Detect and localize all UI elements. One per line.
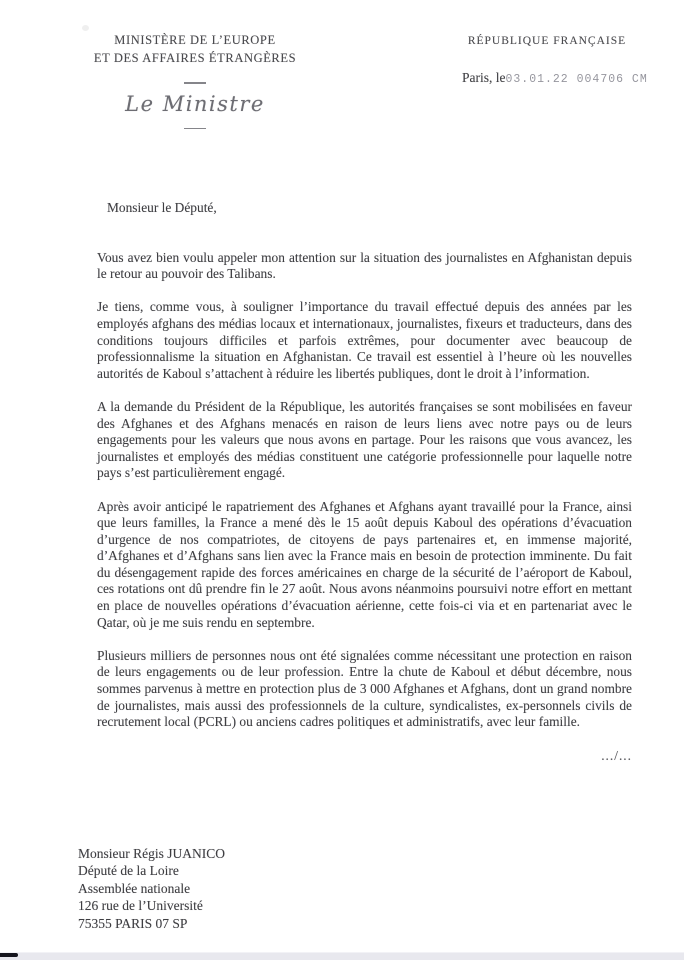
letter-body: [97, 200, 632, 764]
paragraph-4: Après avoir anticipé le rapatriement des Afghanes et Afghans ayant travaillé pour la France, ainsi que leurs familles, la France a mené dès le 15 août depuis Kaboul des opérations d’évacuation d’urgence de nos compatriotes, de citoyens de pays partenaires et, en immense majorité, d’Afghanes et d’Afghans sans lien avec la France mais en besoin de protection imminente. Du fait du désengagement rapide des forces américaines en charge de la sécurité de l’aéroport de Kaboul, ces rotations ont dû prendre fin le 27 août. Nous avons néanmoins poursuivi notre effort en mettant en place de nouvelles opérations d’évacuation aérienne, cette fois-ci via et en partenariat avec le Qatar, où je me suis rendu en septembre.: [97, 498, 632, 630]
continuation-mark: .../...: [601, 747, 632, 763]
minister-title: Le Ministre: [125, 91, 265, 116]
salutation: Monsieur le Député,: [107, 200, 217, 215]
bottom-scroll-strip[interactable]: [0, 952, 684, 960]
letterhead-republic-block: [452, 35, 642, 47]
paragraph-2: Je tiens, comme vous, à souligner l’importance du travail effectué depuis des années par les employés afghans des médias locaux et internationaux, journalistes, fixeurs et traducteurs, dans des conditions toujours difficiles et parfois extrêmes, pour documenter avec beaucoup de professionnalisme la situation en Afghanistan. Ce travail est essentiel à l’heure où les nouvelles autorités de Kaboul s’attachent à réduire les libertés publiques, dont le droit à l’information.: [97, 299, 632, 381]
paragraph-1: Vous avez bien voulu appeler mon attention sur la situation des journalistes en Afghanistan depuis le retour au pouvoir des Talibans.: [97, 249, 632, 282]
recipient-street: 126 rue de l’Université: [78, 898, 203, 914]
paragraph-3: A la demande du Président de la République, les autorités françaises se sont mobilisées en faveur des Afghanes et des Afghans menacés en raison de leurs liens avec notre pays ou de leurs engagements pour les valeurs que nous avons en partage. Pour les raisons que vous avancez, les journalistes et employés des médias constituent une catégorie professionnelle pour laquelle notre pays s’est particulièrement engagé.: [97, 398, 632, 481]
date-place-label: Paris, le: [462, 70, 506, 85]
ministry-name-line2: ET DES AFFAIRES ÉTRANGÈRES: [93, 51, 297, 65]
letterhead-ministry-block: [55, 33, 335, 129]
paragraph-5: Plusieurs milliers de personnes nous ont été signalées comme nécessitant une protection en raison de leurs engagements ou de leur profession. Entre la chute de Kaboul et début décembre, nous sommes parvenus à mettre en protection plus de 3 000 Afghanes et Afghans, dont un grand nombre de journalistes, mais aussi des professionnels de la culture, syndicalistes, ex-personnels civils de recrutement local (PCRL) ou anciens cadres politiques et administratifs, avec leur famille.: [97, 647, 632, 730]
recipient-title: Député de la Loire: [78, 863, 179, 879]
scroll-progress-bar[interactable]: [0, 953, 18, 958]
date-line: [462, 69, 648, 87]
date-stamp: 03.01.22 004706 CM: [505, 72, 648, 86]
separator-dash-upper: [184, 82, 206, 84]
recipient-name: Monsieur Régis JUANICO: [78, 846, 225, 861]
ministry-name-line1: MINISTÈRE DE L’EUROPE: [114, 33, 276, 47]
scan-artifact: [82, 25, 89, 31]
republic-label: RÉPUBLIQUE FRANÇAISE: [467, 35, 627, 47]
recipient-address-block: [78, 845, 225, 932]
recipient-institution: Assemblée nationale: [78, 880, 191, 896]
separator-dash-lower: [184, 128, 206, 130]
recipient-city: 75355 PARIS 07 SP: [78, 915, 188, 931]
